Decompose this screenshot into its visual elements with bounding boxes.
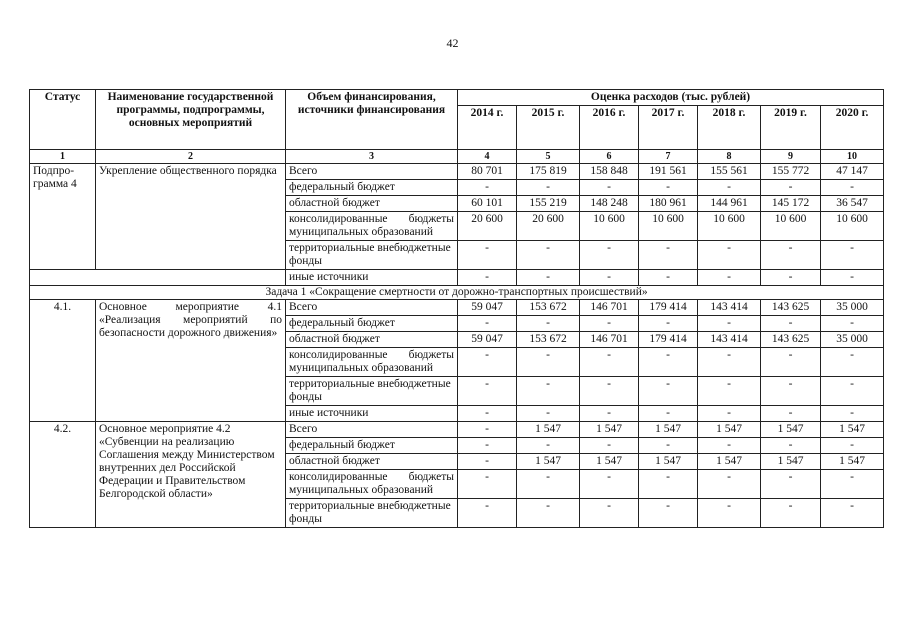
funding-source: федеральный бюджет bbox=[286, 438, 458, 454]
value-cell: - bbox=[639, 406, 698, 422]
header-name: Наименование государственной программы, подпрограммы, основных мероприятий bbox=[96, 90, 286, 150]
table-row bbox=[30, 164, 884, 180]
value-cell: - bbox=[517, 348, 580, 377]
column-number: 6 bbox=[580, 150, 639, 164]
row-name: Основное мероприятие 4.1 «Реализация мероприятий по безопасности дорожного движения» bbox=[96, 300, 286, 422]
value-cell: - bbox=[698, 470, 761, 499]
value-cell: - bbox=[761, 348, 821, 377]
column-number: 2 bbox=[96, 150, 286, 164]
value-cell: 1 547 bbox=[698, 454, 761, 470]
value-cell: 1 547 bbox=[580, 422, 639, 438]
value-cell: 158 848 bbox=[580, 164, 639, 180]
row-name: Укрепление общественного порядка bbox=[96, 164, 286, 270]
value-cell: 59 047 bbox=[458, 332, 517, 348]
header-year: 2019 г. bbox=[761, 106, 821, 150]
value-cell: - bbox=[698, 499, 761, 528]
value-cell: 1 547 bbox=[761, 422, 821, 438]
funding-source: областной бюджет bbox=[286, 332, 458, 348]
value-cell: 180 961 bbox=[639, 196, 698, 212]
value-cell: 155 219 bbox=[517, 196, 580, 212]
task-title: Задача 1 «Сокращение смертности от дорожно-транспортных происшествий» bbox=[30, 286, 884, 300]
value-cell: 146 701 bbox=[580, 300, 639, 316]
value-cell: - bbox=[639, 241, 698, 270]
value-cell: 145 172 bbox=[761, 196, 821, 212]
value-cell: - bbox=[761, 241, 821, 270]
value-cell: - bbox=[458, 377, 517, 406]
funding-source: территориальные внебюджетные фонды bbox=[286, 241, 458, 270]
value-cell: 35 000 bbox=[821, 332, 884, 348]
value-cell: - bbox=[639, 470, 698, 499]
column-number: 8 bbox=[698, 150, 761, 164]
value-cell: 10 600 bbox=[821, 212, 884, 241]
value-cell: - bbox=[517, 180, 580, 196]
value-cell: 36 547 bbox=[821, 196, 884, 212]
value-cell: 1 547 bbox=[580, 454, 639, 470]
column-number: 3 bbox=[286, 150, 458, 164]
table-row bbox=[30, 270, 884, 286]
value-cell: 1 547 bbox=[761, 454, 821, 470]
funding-source: Всего bbox=[286, 164, 458, 180]
value-cell: - bbox=[458, 180, 517, 196]
value-cell: - bbox=[517, 499, 580, 528]
value-cell: 148 248 bbox=[580, 196, 639, 212]
value-cell: 144 961 bbox=[698, 196, 761, 212]
value-cell: - bbox=[821, 180, 884, 196]
value-cell: - bbox=[639, 499, 698, 528]
value-cell: - bbox=[517, 241, 580, 270]
value-cell: 143 414 bbox=[698, 332, 761, 348]
value-cell: - bbox=[821, 348, 884, 377]
value-cell: - bbox=[761, 316, 821, 332]
task-row bbox=[30, 286, 884, 300]
value-cell: 143 414 bbox=[698, 300, 761, 316]
value-cell: - bbox=[761, 406, 821, 422]
value-cell: - bbox=[698, 180, 761, 196]
funding-source: федеральный бюджет bbox=[286, 316, 458, 332]
value-cell: - bbox=[517, 438, 580, 454]
value-cell: 35 000 bbox=[821, 300, 884, 316]
value-cell: - bbox=[580, 499, 639, 528]
value-cell: - bbox=[761, 270, 821, 286]
value-cell: - bbox=[761, 180, 821, 196]
value-cell: - bbox=[821, 270, 884, 286]
funding-source: иные источники bbox=[286, 270, 458, 286]
value-cell: 153 672 bbox=[517, 300, 580, 316]
value-cell: - bbox=[458, 348, 517, 377]
funding-source: территориальные внебюджетные фонды bbox=[286, 499, 458, 528]
value-cell: 175 819 bbox=[517, 164, 580, 180]
funding-source: консолидированные бюджеты муниципальных образований bbox=[286, 348, 458, 377]
value-cell: - bbox=[580, 270, 639, 286]
value-cell: - bbox=[698, 438, 761, 454]
value-cell: - bbox=[458, 241, 517, 270]
value-cell: 60 101 bbox=[458, 196, 517, 212]
value-cell: - bbox=[517, 377, 580, 406]
header-volume: Объем финансирования, источники финансирования bbox=[286, 90, 458, 150]
column-number: 4 bbox=[458, 150, 517, 164]
value-cell: - bbox=[458, 422, 517, 438]
value-cell: - bbox=[821, 241, 884, 270]
value-cell: - bbox=[580, 241, 639, 270]
header-year: 2020 г. bbox=[821, 106, 884, 150]
header-status: Статус bbox=[30, 90, 96, 150]
value-cell: 1 547 bbox=[517, 454, 580, 470]
value-cell: - bbox=[761, 499, 821, 528]
value-cell: - bbox=[698, 241, 761, 270]
value-cell: - bbox=[821, 377, 884, 406]
value-cell: - bbox=[821, 406, 884, 422]
value-cell: 59 047 bbox=[458, 300, 517, 316]
value-cell: 143 625 bbox=[761, 300, 821, 316]
value-cell: 47 147 bbox=[821, 164, 884, 180]
row-name: Основное мероприятие 4.2 «Субвенции на реализацию Соглашения между Министерством внутренних дел Российской Федерации и Правительством Белгородской области» bbox=[96, 422, 286, 528]
value-cell: - bbox=[458, 270, 517, 286]
column-number: 1 bbox=[30, 150, 96, 164]
value-cell: - bbox=[761, 470, 821, 499]
header-year: 2014 г. bbox=[458, 106, 517, 150]
value-cell: - bbox=[580, 470, 639, 499]
value-cell: - bbox=[639, 377, 698, 406]
value-cell: 1 547 bbox=[639, 454, 698, 470]
value-cell: 1 547 bbox=[517, 422, 580, 438]
value-cell: 20 600 bbox=[517, 212, 580, 241]
funding-source: консолидированные бюджеты муниципальных образований bbox=[286, 470, 458, 499]
row-status: 4.1. bbox=[30, 300, 96, 422]
value-cell: 1 547 bbox=[821, 454, 884, 470]
header-year: 2018 г. bbox=[698, 106, 761, 150]
value-cell: - bbox=[821, 499, 884, 528]
value-cell: - bbox=[698, 406, 761, 422]
value-cell: 80 701 bbox=[458, 164, 517, 180]
table-row bbox=[30, 300, 884, 316]
value-cell: - bbox=[458, 470, 517, 499]
value-cell: 20 600 bbox=[458, 212, 517, 241]
value-cell: - bbox=[821, 438, 884, 454]
value-cell: 1 547 bbox=[639, 422, 698, 438]
value-cell: 10 600 bbox=[698, 212, 761, 241]
value-cell: 1 547 bbox=[698, 422, 761, 438]
value-cell: 179 414 bbox=[639, 332, 698, 348]
value-cell: - bbox=[458, 499, 517, 528]
value-cell: 153 672 bbox=[517, 332, 580, 348]
column-number: 7 bbox=[639, 150, 698, 164]
value-cell: 155 561 bbox=[698, 164, 761, 180]
budget-table bbox=[29, 89, 884, 528]
funding-source: территориальные внебюджетные фонды bbox=[286, 377, 458, 406]
value-cell: - bbox=[639, 180, 698, 196]
value-cell: 1 547 bbox=[821, 422, 884, 438]
value-cell: - bbox=[639, 316, 698, 332]
value-cell: - bbox=[580, 180, 639, 196]
column-number: 5 bbox=[517, 150, 580, 164]
value-cell: - bbox=[517, 316, 580, 332]
value-cell: - bbox=[698, 270, 761, 286]
value-cell: - bbox=[580, 406, 639, 422]
value-cell: 143 625 bbox=[761, 332, 821, 348]
table-row bbox=[30, 422, 884, 438]
value-cell: 10 600 bbox=[639, 212, 698, 241]
value-cell: 10 600 bbox=[580, 212, 639, 241]
value-cell: - bbox=[517, 270, 580, 286]
column-number: 9 bbox=[761, 150, 821, 164]
page-number: 42 bbox=[446, 36, 459, 50]
value-cell: - bbox=[458, 406, 517, 422]
value-cell: - bbox=[458, 454, 517, 470]
value-cell: - bbox=[639, 348, 698, 377]
value-cell: - bbox=[698, 377, 761, 406]
funding-source: федеральный бюджет bbox=[286, 180, 458, 196]
value-cell: - bbox=[517, 470, 580, 499]
funding-source: иные источники bbox=[286, 406, 458, 422]
value-cell: 10 600 bbox=[761, 212, 821, 241]
value-cell: - bbox=[458, 438, 517, 454]
funding-source: Всего bbox=[286, 300, 458, 316]
value-cell: - bbox=[821, 316, 884, 332]
value-cell: - bbox=[761, 377, 821, 406]
value-cell: 146 701 bbox=[580, 332, 639, 348]
value-cell: - bbox=[821, 470, 884, 499]
value-cell: - bbox=[580, 348, 639, 377]
column-number: 10 bbox=[821, 150, 884, 164]
value-cell: - bbox=[639, 270, 698, 286]
header-year: 2017 г. bbox=[639, 106, 698, 150]
value-cell: - bbox=[698, 316, 761, 332]
funding-source: областной бюджет bbox=[286, 196, 458, 212]
header-estimate: Оценка расходов (тыс. рублей) bbox=[458, 90, 884, 106]
row-status: 4.2. bbox=[30, 422, 96, 528]
value-cell: - bbox=[580, 316, 639, 332]
value-cell: - bbox=[698, 348, 761, 377]
value-cell: 191 561 bbox=[639, 164, 698, 180]
value-cell: - bbox=[761, 438, 821, 454]
value-cell: - bbox=[580, 377, 639, 406]
funding-source: Всего bbox=[286, 422, 458, 438]
funding-source: консолидированные бюджеты муниципальных образований bbox=[286, 212, 458, 241]
value-cell: 155 772 bbox=[761, 164, 821, 180]
value-cell: - bbox=[458, 316, 517, 332]
row-status: Подпро-грамма 4 bbox=[30, 164, 96, 270]
header-year: 2016 г. bbox=[580, 106, 639, 150]
value-cell: - bbox=[517, 406, 580, 422]
value-cell: - bbox=[580, 438, 639, 454]
funding-source: областной бюджет bbox=[286, 454, 458, 470]
header-year: 2015 г. bbox=[517, 106, 580, 150]
value-cell: 179 414 bbox=[639, 300, 698, 316]
value-cell: - bbox=[639, 438, 698, 454]
